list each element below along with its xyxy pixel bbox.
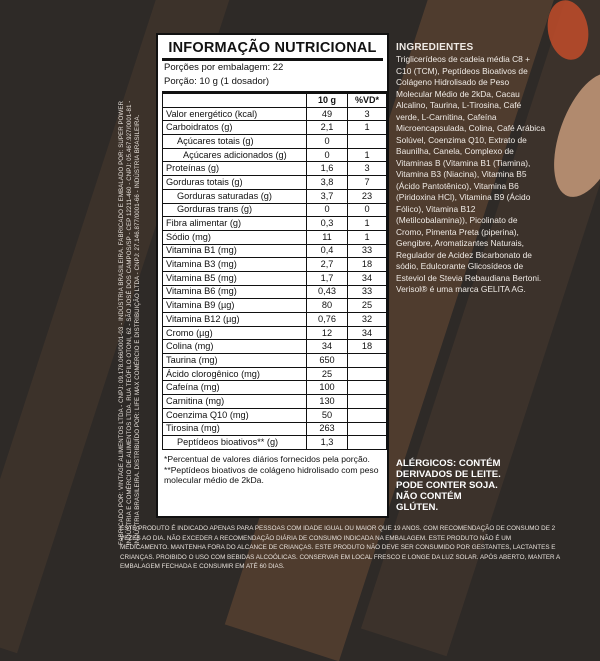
nutrient-vd: 34 [348,326,387,340]
table-row [163,121,387,135]
nutrient-name: Fibra alimentar (g) [163,217,307,231]
nutrient-name: Vitamina B5 (mg) [163,271,307,285]
nutrient-vd [348,436,387,450]
servings-per-package: Porções por embalagem: 22 [164,62,284,73]
nutrient-amount: 80 [307,299,348,313]
nutrient-name: Peptídeos bioativos** (g) [163,436,307,450]
nutrient-vd: 18 [348,340,387,354]
nutrient-vd: 1 [348,230,387,244]
table-row [163,162,387,176]
nutrient-name: Colina (mg) [163,340,307,354]
nutrient-vd: 23 [348,189,387,203]
nutrient-vd: 1 [348,217,387,231]
table-row [163,395,387,409]
portion-size: Porção: 10 g (1 dosador) [164,76,270,87]
nutrient-vd: 1 [348,148,387,162]
nutrient-name: Cromo (µg) [163,326,307,340]
nutrient-name: Proteínas (g) [163,162,307,176]
table-row [163,176,387,190]
table-row [163,217,387,231]
table-row [163,285,387,299]
nutrient-vd: 0 [348,203,387,217]
table-row [163,244,387,258]
nutrient-name: Açúcares adicionados (g) [163,148,307,162]
nutrient-amount: 0,4 [307,244,348,258]
nutrient-name: Carnitina (mg) [163,395,307,409]
nutrient-name: Vitamina B3 (mg) [163,258,307,272]
table-row [163,422,387,436]
nutrient-amount: 0 [307,148,348,162]
nutrient-name: Carboidratos (g) [163,121,307,135]
table-row [163,354,387,368]
table-row [163,436,387,450]
table-row [163,107,387,121]
nutrient-amount: 50 [307,408,348,422]
nutrition-facts-panel [156,33,389,518]
nutrition-table [162,91,387,450]
nutrient-vd: 3 [348,107,387,121]
nutrient-vd: 1 [348,121,387,135]
table-row [163,299,387,313]
nutrient-name: Taurina (mg) [163,354,307,368]
amount-column-header: 10 g [307,93,348,108]
nutrient-name: Coenzima Q10 (mg) [163,408,307,422]
nutrient-vd: 18 [348,258,387,272]
nutrient-name: Vitamina B6 (mg) [163,285,307,299]
table-row [163,367,387,381]
table-row [163,135,387,149]
table-row [163,340,387,354]
nutrient-amount: 100 [307,381,348,395]
table-row [163,148,387,162]
nutrition-title: INFORMAÇÃO NUTRICIONAL [168,40,377,56]
nutrient-vd: 33 [348,244,387,258]
nutrient-amount: 3,7 [307,189,348,203]
nutrient-amount: 2,1 [307,121,348,135]
nutrient-amount: 0,43 [307,285,348,299]
table-row [163,189,387,203]
table-row [163,230,387,244]
footnote-vd: *Percentual de valores diários fornecidos pela porção. [164,453,370,464]
nutrient-name: Cafeína (mg) [163,381,307,395]
nutrient-amount: 11 [307,230,348,244]
table-row [163,408,387,422]
nutrient-vd: 7 [348,176,387,190]
nutrient-name: Sódio (mg) [163,230,307,244]
nutrient-vd [348,381,387,395]
nutrient-vd [348,367,387,381]
ingredients-list: Triglicerídeos de cadeia média C8 + C10 (TCM), Peptídeos Bioativos de Colágeno Hidrolisado de Peso Molecular Médio de 2kDa, Cacau Alcalino, Taurina, L-Tirosina, Café verde, L-Carnitina, Cafeína Microencapsulada, Colina, Café Arábica Solúvel, Coenzima Q10, Extrato de Baunilha, Canela, Complexo de Vitaminas B (Vitamina B1 (Tiamina), Vitamina B3 (Niacina), Vitamina B5 (Ácido Pantotênico), Vitamina B6 (Piridoxina HCl), Vitamina B9 (Ácido Fólico), Vitamina B12 (Metilcobalamina)), Picolinato de Cromo, Pimenta Preta (piperina), Gengibre, Aromatizantes Naturais, Regulador de Acidez Bicarbonato de sódio, Edulcorante Glicosídeos de Esteviol de Stevia Rebaudiana Bertoni. Verisol® é uma marca GELITA AG. [396,54,545,294]
nutrient-amount: 3,8 [307,176,348,190]
nutrient-name: Gorduras saturadas (g) [163,189,307,203]
nutrient-amount: 130 [307,395,348,409]
nutrient-vd [348,135,387,149]
table-row [163,203,387,217]
nutrient-amount: 0 [307,135,348,149]
usage-warning: ESTE PRODUTO É INDICADO APENAS PARA PESSOAS COM IDADE IGUAL OU MAIOR QUE 19 ANOS. COM RECOMENDAÇÃO DE CONSUMO DE 2 VEZES AO DIA. NÃO EXCEDER A RECOMENDAÇÃO DIÁRIA DE CONSUMO INDICADA NA EMBALAGEM. ESTE PRODUTO NÃO É UM MEDICAMENTO. MANTENHA FORA DO ALCANCE DE CRIANÇAS. ESTE PRODUTO NÃO DEVE SER CONSUMIDO POR GESTANTES, LACTANTES E CRIANÇAS. PROIBIDO O USO COM BEBIDAS ALCOÓLICAS. CONSERVAR EM LOCAL FRESCO E LONGE DA LUZ SOLAR. APÓS ABERTO, MANTER A EMBALAGEM FECHADA E CONSUMIR EM ATÉ 60 DIAS. [120,525,560,571]
nutrient-name: Gorduras trans (g) [163,203,307,217]
nutrient-vd [348,422,387,436]
allergen-warning: ALÉRGICOS: CONTÉM DERIVADOS DE LEITE. PODE CONTER SOJA. NÃO CONTÉM GLÚTEN. [396,458,501,513]
nutrient-name: Valor energético (kcal) [163,107,307,121]
nutrient-amount: 263 [307,422,348,436]
nutrient-name: Tirosina (mg) [163,422,307,436]
nutrient-vd [348,354,387,368]
nutrient-amount: 2,7 [307,258,348,272]
nutrient-vd [348,395,387,409]
nutrient-amount: 0 [307,203,348,217]
nutrient-amount: 0,76 [307,313,348,327]
nutrient-name: Gorduras totais (g) [163,176,307,190]
nutrient-name: Vitamina B1 (mg) [163,244,307,258]
nutrient-vd: 32 [348,313,387,327]
nutrient-vd: 3 [348,162,387,176]
table-row [163,258,387,272]
nutrient-vd: 25 [348,299,387,313]
nutrient-amount: 1,3 [307,436,348,450]
table-row [163,381,387,395]
nutrient-amount: 49 [307,107,348,121]
nutrient-vd: 33 [348,285,387,299]
nutrient-name: Vitamina B9 (µg) [163,299,307,313]
nutrient-amount: 1,7 [307,271,348,285]
table-row [163,326,387,340]
nutrient-name: Açúcares totais (g) [163,135,307,149]
table-row [163,313,387,327]
table-row [163,271,387,285]
ingredients-section [396,42,546,296]
nutrient-name: Vitamina B12 (µg) [163,313,307,327]
nutrient-amount: 34 [307,340,348,354]
nutrient-vd [348,408,387,422]
manufacturer-info: FABRICADO POR: VINTAGE ALIMENTOS LTDA - CNPJ: 09.178.066/0001-03 - INDÚSTRIA BRASILEIRA. FABRICADO E EMBALADO POR: SUPER POWER INDÚSTRIA E COMÉRCIO DE ALIMENTOS LTDA. RUA TEÓFILO OTONI, 62 - SÃO JOSÉ DOS CAMPOS/SP - CEP 12211-460 - CNPJ: 05.467.927/0001-81 - INDÚSTRIA BRASILEIRA. DISTRIBUÍDO POR: LIFE MAX COMÉRCIO E DISTRIBUIÇÃO LTDA - CNPJ: 27.146.877/0001-66 - INDÚSTRIA BRASILEIRA. [118,100,141,545]
vd-column-header: %VD* [348,93,387,108]
footnote-peptides: **Peptídeos bioativos de colágeno hidrolisado com peso molecular médio de 2kDa. [164,464,379,485]
nutrient-vd: 34 [348,271,387,285]
ingredients-title: INGREDIENTES [396,42,474,53]
nutrient-amount: 25 [307,367,348,381]
nutrient-name: Ácido clorogênico (mg) [163,367,307,381]
nutrient-amount: 1,6 [307,162,348,176]
nutrient-amount: 650 [307,354,348,368]
nutrient-amount: 0,3 [307,217,348,231]
nutrient-amount: 12 [307,326,348,340]
